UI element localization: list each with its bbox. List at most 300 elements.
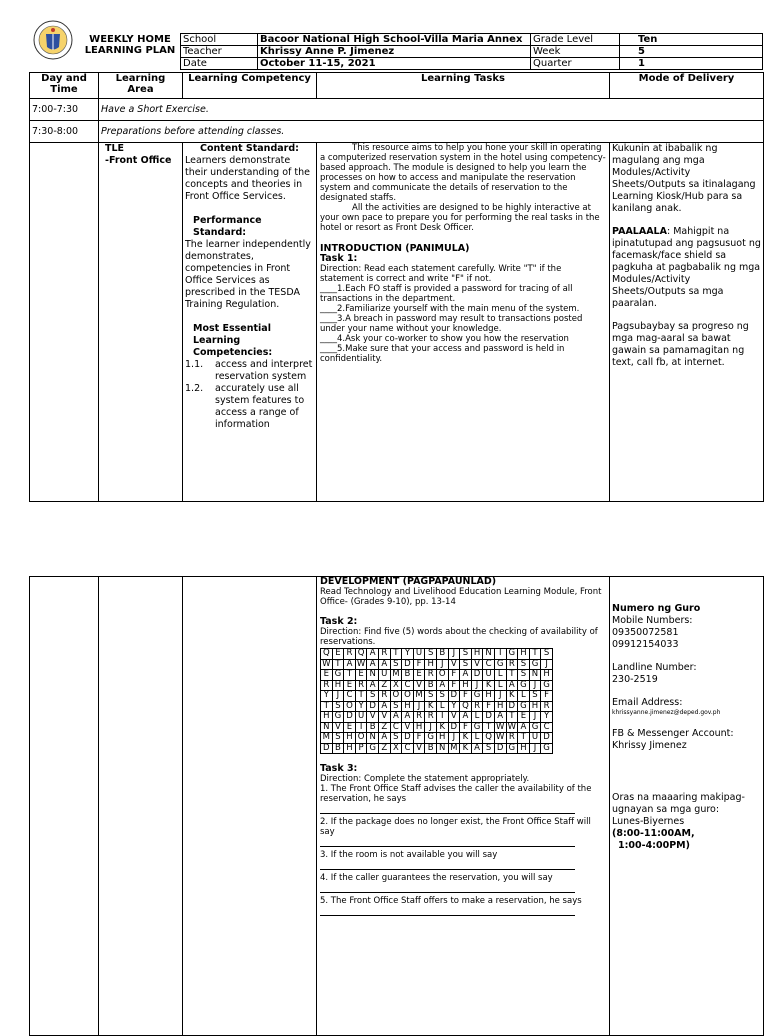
word-search-cell: A	[518, 722, 530, 733]
word-search-cell: S	[425, 649, 437, 660]
word-search-cell: B	[367, 722, 379, 733]
word-search-cell: H	[483, 691, 495, 702]
word-search-cell: G	[506, 649, 518, 660]
word-search-cell: Z	[378, 722, 390, 733]
content-standard-text: Learners demonstrate their understanding of the concepts and theories in Front Office Services.	[185, 155, 311, 202]
word-search-cell: K	[436, 722, 448, 733]
mel-head3: Competencies:	[193, 347, 273, 358]
word-search-cell: G	[518, 701, 530, 712]
word-search-cell: U	[355, 712, 367, 723]
word-search-cell: Z	[378, 743, 390, 754]
word-search-cell: I	[355, 722, 367, 733]
introduction-head: INTRODUCTION (PANIMULA)	[320, 243, 470, 254]
mel-item1-text: access and interpret reservation system	[215, 359, 313, 382]
task1-item3: ____3.A breach in password may result to transactions posted under your name without your knowledge.	[320, 314, 583, 334]
word-search-cell: J	[425, 722, 437, 733]
word-search-cell: F	[541, 691, 553, 702]
word-search-cell: L	[436, 701, 448, 712]
word-search-cell: P	[355, 743, 367, 754]
word-search-cell: S	[436, 691, 448, 702]
word-search-cell: J	[413, 701, 425, 712]
word-search-cell: G	[518, 680, 530, 691]
word-search-cell: S	[460, 649, 472, 660]
word-search-row	[321, 659, 553, 670]
header-table	[80, 33, 763, 70]
word-search-cell: G	[425, 733, 437, 744]
word-search-cell: G	[332, 670, 344, 681]
word-search-cell: S	[518, 659, 530, 670]
word-search-cell: K	[483, 680, 495, 691]
answer-line-4[interactable]	[320, 883, 575, 893]
word-search-cell: H	[332, 680, 344, 691]
word-search-cell: H	[494, 701, 506, 712]
word-search-cell: Z	[378, 680, 390, 691]
word-search-cell: A	[378, 659, 390, 670]
word-search-cell: S	[332, 733, 344, 744]
week-label: Week	[531, 46, 620, 58]
word-search-cell: T	[529, 649, 541, 660]
word-search-cell: E	[321, 670, 333, 681]
week-value: 5	[636, 46, 763, 58]
answer-line-5[interactable]	[320, 906, 575, 916]
word-search-cell: A	[506, 680, 518, 691]
word-search-cell: G	[332, 712, 344, 723]
word-search-cell: T	[321, 701, 333, 712]
word-search-cell: H	[529, 701, 541, 712]
word-search-cell: N	[367, 733, 379, 744]
word-search-cell: H	[541, 670, 553, 681]
word-search-row	[321, 722, 553, 733]
word-search-cell: C	[390, 722, 402, 733]
word-search-cell: E	[355, 670, 367, 681]
word-search-cell: F	[413, 733, 425, 744]
word-search-cell: R	[344, 649, 356, 660]
word-search-cell: N	[436, 743, 448, 754]
delivery-paalala	[612, 226, 761, 310]
teacher-value: Khrissy Anne P. Jimenez	[258, 46, 531, 58]
word-search-cell: E	[332, 649, 344, 660]
word-search-cell: S	[390, 659, 402, 670]
word-search-cell: A	[471, 743, 483, 754]
word-search-cell: B	[425, 680, 437, 691]
word-search-cell: Y	[321, 691, 333, 702]
word-search-cell: E	[344, 722, 356, 733]
word-search-cell: Y	[402, 649, 414, 660]
competency-cell	[183, 143, 317, 502]
word-search-cell: E	[344, 680, 356, 691]
word-search-cell: Q	[460, 701, 472, 712]
word-search-cell: W	[496, 721, 505, 732]
row3-time	[30, 143, 99, 502]
word-search-cell: C	[344, 691, 356, 702]
word-search-cell: J	[529, 743, 541, 754]
task3-q1: 1. The Front Office Staff advises the caller the availability of the reservation, he says	[320, 784, 592, 804]
word-search-cell: D	[541, 733, 553, 744]
word-search-cell: S	[332, 701, 344, 712]
word-search-cell: K	[460, 733, 472, 744]
task1-item5: ____5.Make sure that your access and password is held in confidentiality.	[320, 344, 565, 364]
word-search-cell: B	[332, 743, 344, 754]
word-search-cell: V	[413, 743, 425, 754]
task3-q2: 2. If the package does no longer exist, the Front Office Staff will say	[320, 817, 591, 837]
word-search-cell: U	[413, 649, 425, 660]
contact-time-2: 1:00-4:00PM)	[618, 840, 690, 851]
word-search-cell: N	[367, 670, 379, 681]
word-search-cell: D	[344, 712, 356, 723]
word-search-cell: D	[448, 722, 460, 733]
mobile-number-1: 09350072581	[612, 627, 679, 638]
word-search-cell: D	[367, 701, 379, 712]
word-search-cell: H	[344, 743, 356, 754]
word-search-cell: Q	[355, 649, 367, 660]
quarter-value: 1	[636, 58, 763, 70]
word-search-cell: L	[471, 733, 483, 744]
task3-q4: 4. If the caller guarantees the reservation, you will say	[320, 873, 553, 883]
word-search-cell: V	[378, 712, 390, 723]
word-search-cell: R	[355, 680, 367, 691]
word-search-cell: C	[483, 659, 495, 670]
deped-seal	[33, 20, 73, 60]
word-search-cell: H	[460, 680, 472, 691]
mobile-number-2: 09912154033	[612, 639, 679, 650]
word-search-cell: O	[355, 733, 367, 744]
word-search-cell: R	[541, 701, 553, 712]
word-search-cell: A	[367, 680, 379, 691]
word-search-cell: Y	[541, 712, 553, 723]
quarter-label: Quarter	[531, 58, 620, 70]
word-search-cell: J	[529, 712, 541, 723]
area-line1: TLE	[105, 143, 125, 154]
word-search-cell: S	[460, 659, 472, 670]
col-tasks: Learning Tasks	[317, 73, 610, 99]
word-search-cell: A	[367, 659, 379, 670]
word-search-cell: R	[413, 712, 425, 723]
word-search-cell: H	[518, 649, 530, 660]
p2-area-cell	[99, 577, 183, 1036]
word-search-cell: F	[460, 691, 472, 702]
word-search-cell: G	[541, 743, 553, 754]
word-search-row	[321, 680, 553, 691]
word-search-cell: A	[460, 712, 472, 723]
word-search-cell: G	[494, 659, 506, 670]
task2-direction: Direction: Find five (5) words about the checking of availability of reservations.	[320, 627, 598, 647]
word-search-cell: N	[529, 670, 541, 681]
word-search-cell: S	[367, 691, 379, 702]
word-search-cell: A	[344, 659, 356, 670]
word-search-cell: F	[448, 670, 460, 681]
development-head: DEVELOPMENT (PAGPAPAUNLAD)	[320, 576, 497, 587]
school-value: Bacoor National High School-Villa Maria Annex	[258, 34, 531, 46]
word-search-cell: H	[518, 743, 530, 754]
mel-head1: Most Essential	[193, 323, 271, 334]
landline-label: Landline Number:	[612, 662, 697, 673]
word-search-cell: A	[390, 712, 402, 723]
word-search-cell: S	[541, 649, 553, 660]
row2-time: 7:30-8:00	[30, 121, 99, 143]
word-search-cell: T	[344, 670, 356, 681]
word-search-row	[321, 670, 553, 681]
word-search-cell: I	[436, 712, 448, 723]
row1-activity: Have a Short Exercise.	[99, 99, 764, 121]
task1-direction: Direction: Read each statement carefully. Write "T" if the statement is correct and write "F" if not.	[320, 264, 562, 284]
word-search-row	[321, 649, 553, 660]
word-search-cell: K	[460, 743, 472, 754]
word-search-cell: K	[425, 701, 437, 712]
word-search-cell: D	[402, 733, 414, 744]
mel-item1	[185, 359, 314, 383]
email-label: Email Address:	[612, 697, 683, 708]
word-search-cell: T	[332, 659, 344, 670]
word-search-cell: D	[494, 743, 506, 754]
word-search-cell: X	[390, 743, 402, 754]
word-search-cell: Q	[321, 649, 333, 660]
answer-line-2[interactable]	[320, 837, 575, 847]
word-search-cell: A	[378, 733, 390, 744]
grade-label: Grade Level	[531, 34, 620, 46]
content-standard-head: Content Standard:	[200, 143, 299, 154]
word-search-cell: R	[321, 680, 333, 691]
word-search-cell: A	[436, 680, 448, 691]
word-search-row	[321, 701, 553, 712]
tasks-cell-page1	[317, 143, 610, 502]
delivery-p1: Kukunin at ibabalik ng magulang ang mga Modules/Activity Sheets/Outputs sa itinalagang Learning Kiosk/Hub para sa kanilang anak.	[612, 143, 756, 214]
word-search-cell: G	[506, 743, 518, 754]
task1-head: Task 1:	[320, 253, 358, 264]
word-search-cell: V	[448, 712, 460, 723]
delivery-cell-page1	[610, 143, 764, 502]
paalala-head: PAALAALA	[612, 226, 667, 237]
task3-head: Task 3:	[320, 763, 358, 774]
tasks-cell-page2	[317, 577, 610, 1036]
word-search-cell: S	[390, 733, 402, 744]
word-search-cell: E	[518, 712, 530, 723]
word-search-cell: J	[448, 733, 460, 744]
answer-line-3[interactable]	[320, 860, 575, 870]
word-search-cell: M	[321, 733, 333, 744]
word-search-cell: A	[460, 670, 472, 681]
word-search-cell: T	[518, 733, 530, 744]
word-search-cell: S	[518, 670, 530, 681]
word-search-cell: O	[344, 701, 356, 712]
delivery-p3: Pagsubaybay sa progreso ng mga mag-aaral sa bawat gawain sa pamamagitan ng text, call fb, at internet.	[612, 321, 749, 368]
word-search-cell: J	[448, 649, 460, 660]
teacher-contact-head: Numero ng Guro	[612, 603, 701, 614]
word-search-cell: G	[529, 659, 541, 670]
col-competency: Learning Competency	[183, 73, 317, 99]
word-search-cell: R	[506, 733, 518, 744]
grade-value: Ten	[636, 34, 763, 46]
word-search-cell: T	[506, 670, 518, 681]
word-search-cell: C	[402, 743, 414, 754]
word-search-cell: M	[413, 691, 425, 702]
answer-line-1[interactable]	[320, 804, 575, 814]
word-search-cell: O	[402, 691, 414, 702]
date-label: Date	[181, 58, 258, 70]
task2-head: Task 2:	[320, 616, 358, 627]
word-search-cell: R	[425, 670, 437, 681]
task3-q3: 3. If the room is not available you will say	[320, 850, 498, 860]
mel-item2-num: 1.2.	[185, 383, 204, 394]
mobile-label: Mobile Numbers:	[612, 615, 693, 626]
school-label: School	[181, 34, 258, 46]
word-search-cell: A	[494, 712, 506, 723]
area-line2: -Front Office	[105, 155, 172, 166]
word-search-grid	[320, 648, 553, 754]
word-search-cell: M	[390, 670, 402, 681]
contact-time-1: (8:00-11:00AM,	[612, 828, 695, 839]
word-search-row	[321, 712, 553, 723]
col-learning-area: Learning Area	[99, 73, 183, 99]
word-search-cell: T	[506, 712, 518, 723]
word-search-cell: N	[321, 722, 333, 733]
contact-hours-text: Oras na maaaring makipag-ugnayan sa mga guro:	[612, 792, 745, 815]
plan-title-line2: LEARNING PLAN	[84, 44, 176, 56]
word-search-cell: N	[483, 649, 495, 660]
word-search-cell: G	[529, 722, 541, 733]
contact-days: Lunes-Biyernes	[612, 816, 685, 827]
word-search-cell: D	[402, 659, 414, 670]
word-search-cell: V	[413, 680, 425, 691]
word-search-cell: V	[332, 722, 344, 733]
fb-label: FB & Messenger Account:	[612, 728, 734, 739]
mel-head2: Learning	[193, 335, 241, 346]
col-delivery: Mode of Delivery	[610, 73, 764, 99]
word-search-cell: Q	[483, 733, 495, 744]
development-text: Read Technology and Livelihood Education Learning Module, Front Office- (Grades 9-10), pp. 13-14	[320, 587, 602, 607]
word-search-cell: A	[378, 701, 390, 712]
word-search-cell: R	[506, 659, 518, 670]
row1-time: 7:00-7:30	[30, 99, 99, 121]
word-search-cell: C	[541, 722, 553, 733]
word-search-cell: S	[425, 691, 437, 702]
word-search-cell: H	[344, 733, 356, 744]
word-search-cell: W	[496, 732, 505, 742]
word-search-cell: V	[448, 659, 460, 670]
word-search-cell: R	[425, 712, 437, 723]
word-search-cell: L	[471, 712, 483, 723]
word-search-cell: W	[322, 658, 331, 669]
mel-item2	[185, 383, 314, 431]
word-search-cell: S	[390, 701, 402, 712]
word-search-cell: M	[448, 743, 460, 754]
word-search-cell: D	[448, 691, 460, 702]
word-search-cell: V	[471, 659, 483, 670]
row2-activity: Preparations before attending classes.	[99, 121, 764, 143]
plan-table-page2	[29, 576, 764, 1036]
word-search-cell: J	[529, 680, 541, 691]
word-search-cell: R	[378, 649, 390, 660]
performance-text: The learner independently demonstrates, competencies in Front Office Services as prescribed in the TESDA Training Regulation.	[185, 239, 311, 310]
word-search-cell: J	[494, 691, 506, 702]
word-search-cell: F	[460, 722, 472, 733]
word-search-cell: L	[518, 691, 530, 702]
word-search-cell: Y	[448, 701, 460, 712]
word-search-cell: G	[471, 691, 483, 702]
word-search-cell: S	[529, 691, 541, 702]
word-search-cell: L	[494, 670, 506, 681]
task1-item2: ____2.Familiarize yourself with the main menu of the system.	[320, 304, 580, 314]
mel-item2-text: accurately use all system features to access a range of information	[215, 383, 305, 430]
word-search-cell: C	[402, 680, 414, 691]
word-search-cell: W	[356, 658, 366, 669]
word-search-cell: A	[367, 649, 379, 660]
word-search-cell: R	[471, 701, 483, 712]
word-search-cell: V	[367, 712, 379, 723]
plan-title	[80, 34, 181, 70]
word-search-cell: F	[483, 701, 495, 712]
word-search-cell: O	[390, 691, 402, 702]
landline-number: 230-2519	[612, 674, 658, 685]
word-search-cell: H	[425, 659, 437, 670]
word-search-cell: L	[494, 680, 506, 691]
word-search-cell: X	[390, 680, 402, 691]
word-search-cell: E	[413, 670, 425, 681]
word-search-cell: T	[483, 722, 495, 733]
word-search-cell: H	[471, 649, 483, 660]
fb-name: Khrissy Jimenez	[612, 740, 687, 751]
word-search-cell: T	[355, 691, 367, 702]
word-search-cell: G	[367, 743, 379, 754]
word-search-cell: U	[483, 670, 495, 681]
word-search-row	[321, 733, 553, 744]
word-search-cell: K	[506, 691, 518, 702]
task3-q5: 5. The Front Office Staff offers to make a reservation, he says	[320, 896, 582, 906]
word-search-cell: B	[402, 670, 414, 681]
col-day-time: Day and Time	[30, 73, 99, 99]
date-value: October 11-15, 2021	[258, 58, 531, 70]
word-search-cell: B	[425, 743, 437, 754]
word-search-cell: V	[402, 722, 414, 733]
word-search-cell: D	[321, 743, 333, 754]
word-search-row	[321, 743, 553, 754]
delivery-cell-page2	[610, 577, 764, 1036]
word-search-cell: H	[413, 722, 425, 733]
task1-item4: ____4.Ask your co-worker to show you how the reservation	[320, 334, 569, 344]
word-search-cell: H	[321, 712, 333, 723]
word-search-cell: W	[507, 721, 516, 732]
learning-area	[99, 143, 183, 502]
intro-paragraph2: All the activities are designed to be highly interactive at your own pace to prepare you for performing the real tasks in the hotel or resort as Front Desk Officer.	[320, 203, 600, 233]
word-search-cell: B	[436, 649, 448, 660]
performance-head2: Standard:	[193, 227, 247, 238]
word-search-cell: A	[402, 712, 414, 723]
word-search-cell: U	[378, 670, 390, 681]
word-search-cell: D	[471, 670, 483, 681]
word-search-cell: F	[448, 680, 460, 691]
word-search-cell: R	[378, 691, 390, 702]
word-search-cell: H	[402, 701, 414, 712]
word-search-cell: U	[529, 733, 541, 744]
word-search-cell: S	[483, 743, 495, 754]
word-search-cell: H	[436, 733, 448, 744]
word-search-cell: J	[471, 680, 483, 691]
task1-item1: ____1.Each FO staff is provided a password for tracing of all transactions in the department.	[320, 284, 573, 304]
task3-direction: Direction: Complete the statement appropriately.	[320, 774, 530, 784]
word-search-cell: I	[494, 649, 506, 660]
word-search-cell: G	[541, 680, 553, 691]
word-search-cell: O	[436, 670, 448, 681]
plan-table-page1	[29, 72, 764, 502]
word-search-cell: G	[471, 722, 483, 733]
word-search-cell: D	[483, 712, 495, 723]
word-search-cell: J	[332, 691, 344, 702]
word-search-cell: J	[436, 659, 448, 670]
word-search-cell: F	[413, 659, 425, 670]
word-search-cell: J	[541, 659, 553, 670]
word-search-cell: T	[390, 649, 402, 660]
paalala-text: : Mahigpit na ipinatutupad ang pagsusuot ng facemask/face shield sa pagkuha at pagbabalik ng mga Modules/Activity Sheets/Outputs sa mga paaralan.	[612, 226, 761, 309]
intro-paragraph1: This resource aims to help you hone your skill in operating a computerized reservation system in the hotel using competency-based approach. The module is designed to help you learn the processes on how to access and manipulate the reservation system and communicate the details of reservation to the designated staffs.	[320, 143, 606, 203]
